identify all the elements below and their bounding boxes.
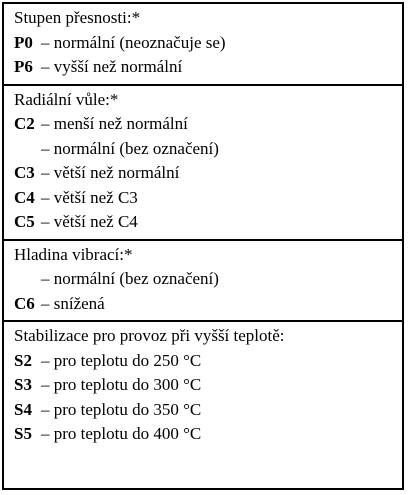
list-item xyxy=(14,292,402,317)
designation-code: C3 xyxy=(14,163,35,182)
designation-code: S3 xyxy=(14,375,32,394)
section-heading: Hladina vibrací:* xyxy=(14,244,133,264)
section-heading: Stabilizace pro provoz při vyšší teplotě: xyxy=(14,326,285,345)
list-item xyxy=(14,161,402,186)
list-item xyxy=(14,349,402,374)
section-precision-grade xyxy=(4,4,402,84)
designation-description: – větší než normální xyxy=(41,163,180,182)
designation-code: S4 xyxy=(14,399,32,419)
designation-description: – pro teplotu do 400 °C xyxy=(41,424,202,443)
designation-description: – vyšší než normální xyxy=(41,57,183,76)
designation-description: – normální (neoznačuje se) xyxy=(41,32,226,52)
designation-code xyxy=(14,137,41,162)
designation-description: – pro teplotu do 300 °C xyxy=(41,375,202,394)
designation-description: – menší než normální xyxy=(41,114,188,133)
section-temperature-stabilization xyxy=(4,320,402,451)
designation-description: – větší než C4 xyxy=(41,212,138,231)
section-vibration-level xyxy=(4,239,402,321)
list-item xyxy=(14,373,402,398)
section-heading: Radiální vůle:* xyxy=(14,89,119,109)
list-item xyxy=(14,267,402,292)
list-item xyxy=(14,186,402,211)
list-item xyxy=(14,55,402,80)
list-item xyxy=(14,112,402,137)
designation-code: C5 xyxy=(14,212,35,231)
section-radial-clearance xyxy=(4,84,402,239)
section-heading: Stupen přesnosti:* xyxy=(14,8,141,27)
list-item xyxy=(14,137,402,162)
designation-description: – větší než C3 xyxy=(41,187,138,207)
designation-code xyxy=(14,267,41,292)
designation-description: – normální (bez označení) xyxy=(41,269,219,288)
list-item xyxy=(14,210,402,235)
list-item xyxy=(14,398,402,423)
bearing-designation-table xyxy=(2,2,404,490)
designation-code: S2 xyxy=(14,350,32,370)
designation-description: – snížená xyxy=(41,293,105,313)
designation-code: C4 xyxy=(14,187,35,207)
designation-description: – pro teplotu do 350 °C xyxy=(41,399,202,419)
designation-description: – pro teplotu do 250 °C xyxy=(41,350,202,370)
designation-code: P6 xyxy=(14,57,33,76)
designation-code: S5 xyxy=(14,424,32,443)
list-item xyxy=(14,422,402,447)
designation-code: C2 xyxy=(14,114,35,133)
designation-code: C6 xyxy=(14,293,35,313)
designation-code: P0 xyxy=(14,32,33,52)
list-item xyxy=(14,31,402,56)
designation-description: – normální (bez označení) xyxy=(41,138,219,158)
